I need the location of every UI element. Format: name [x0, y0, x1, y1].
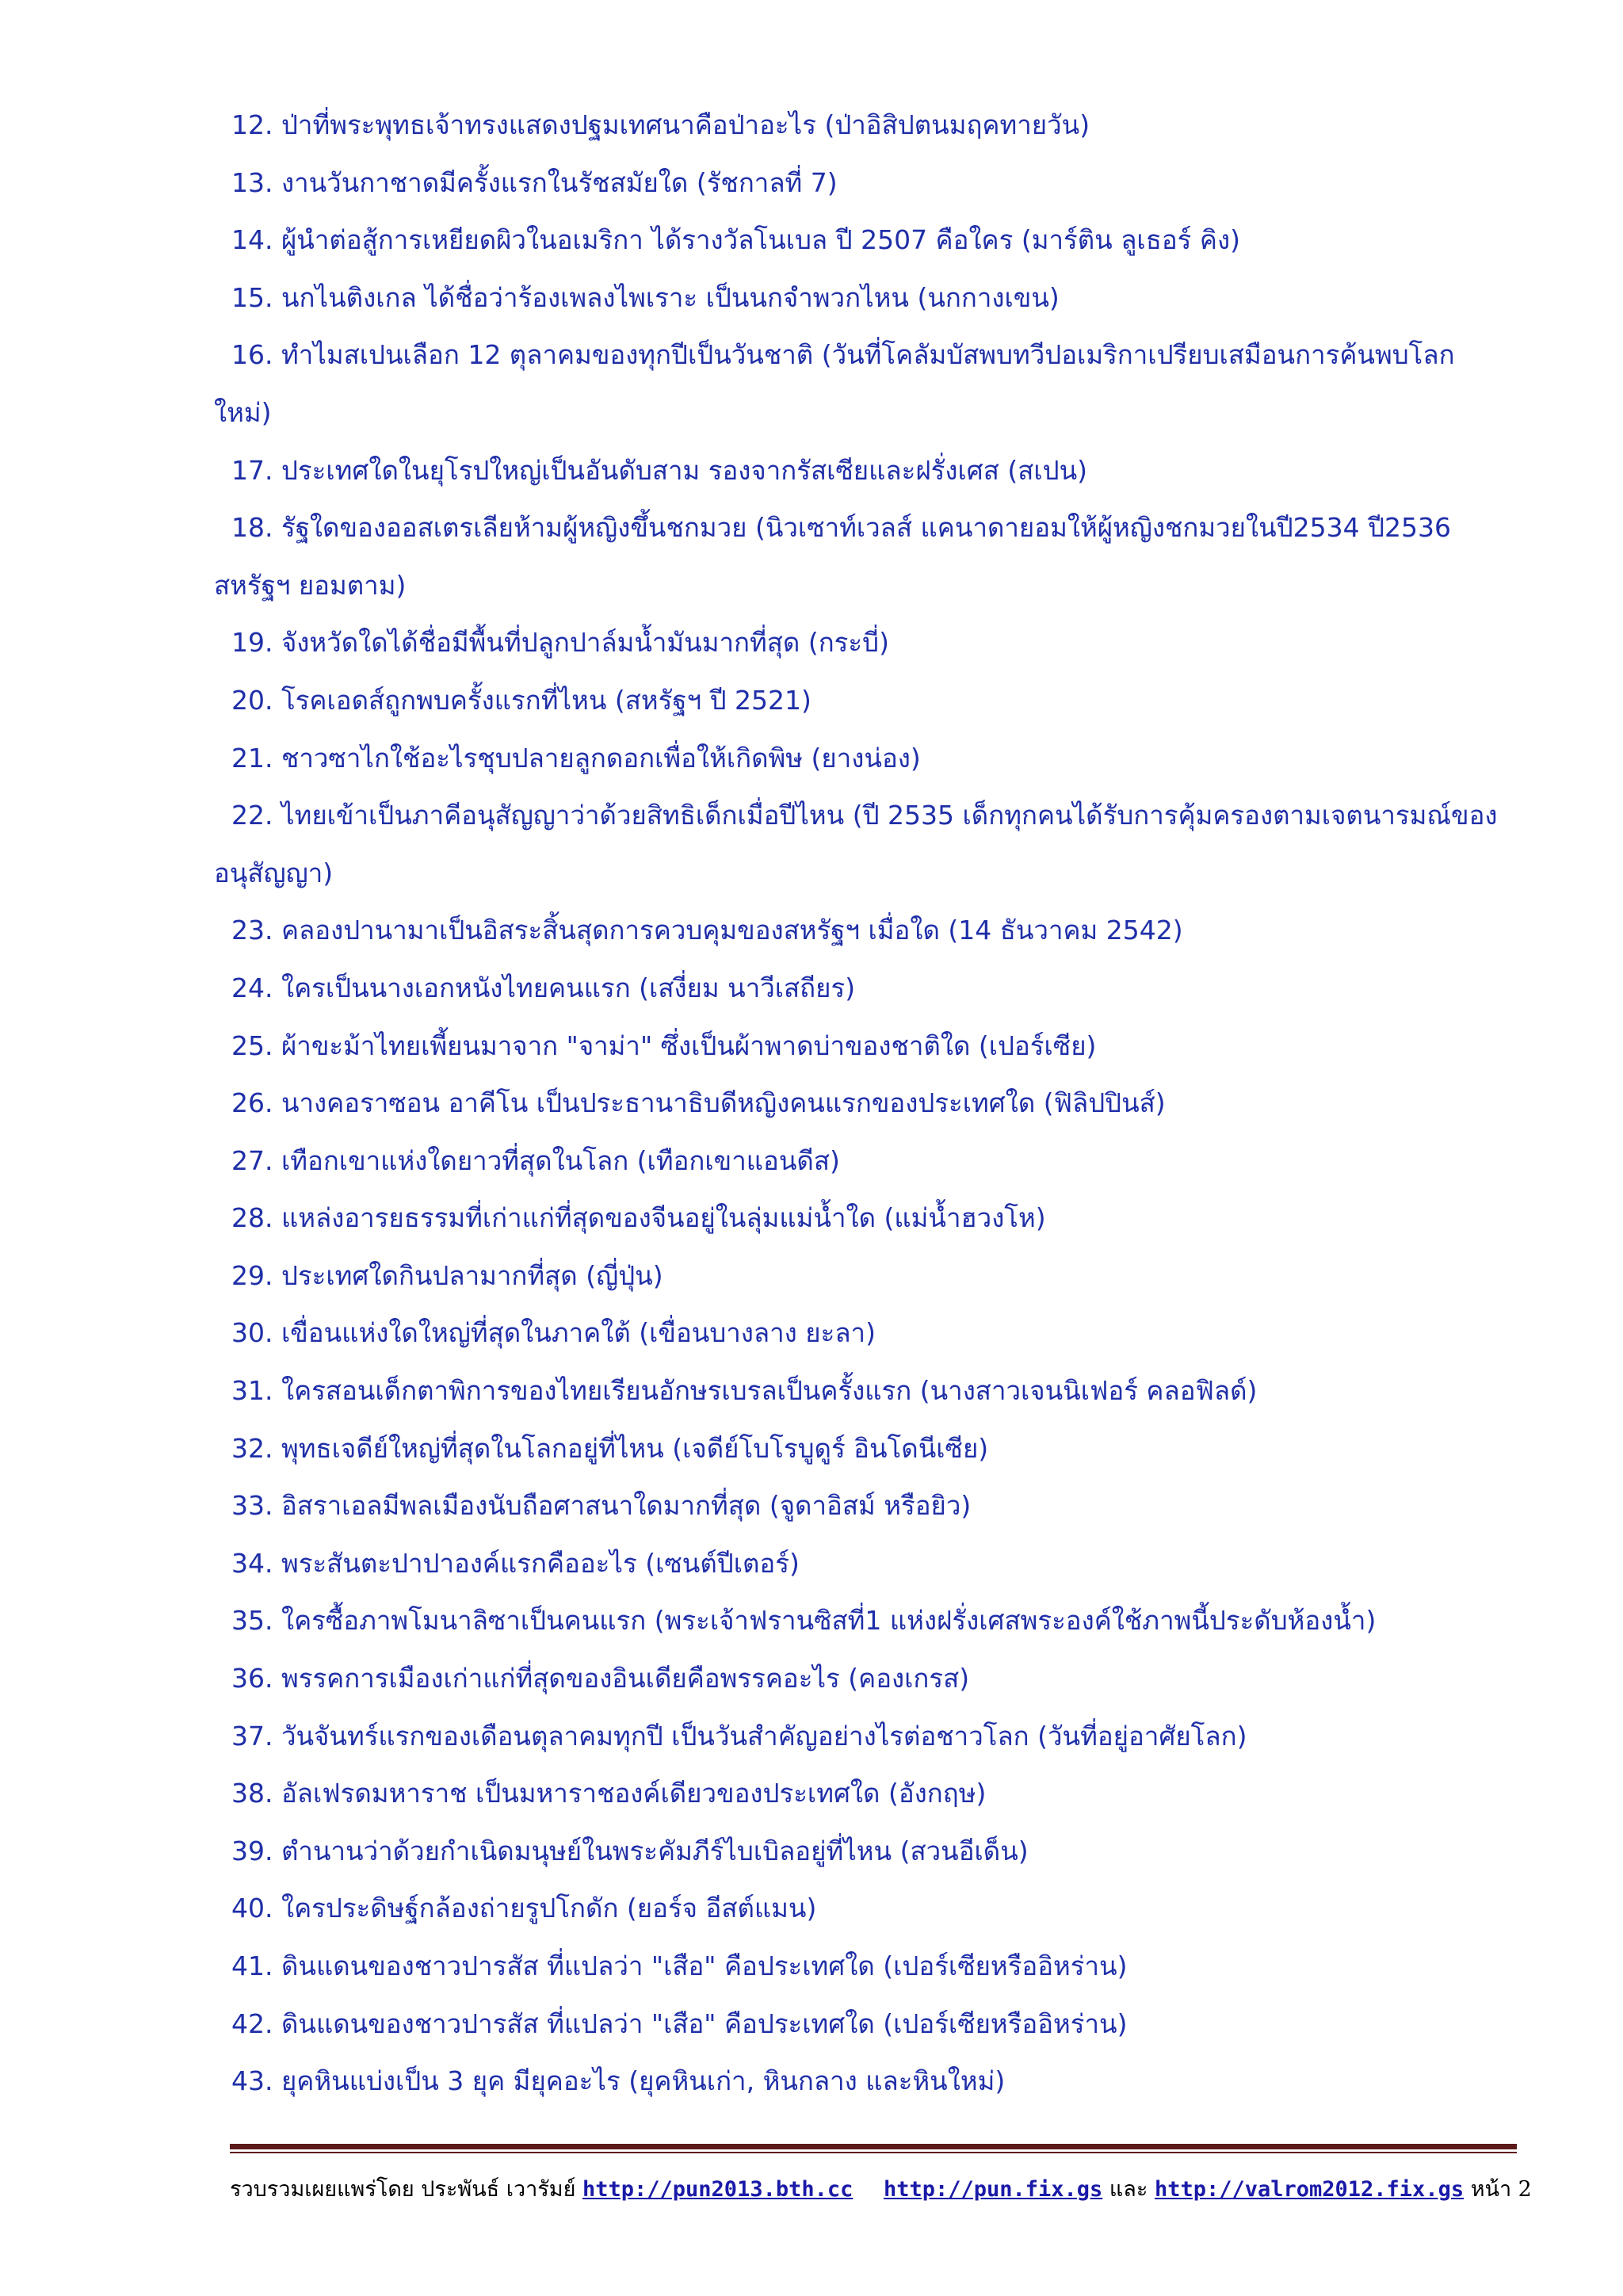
list-item: 41. ดินแดนของชาวปารสัส ที่แปลว่า "เสือ" คือประเทศใด (เปอร์เซียหรืออิหร่าน) [231, 1950, 1128, 1981]
list-item: 37. วันจันทร์แรกของเดือนตุลาคมทุกปี เป็นวันสำคัญอย่างไรต่อชาวโลก (วันที่อยู่อาศัยโลก) [231, 1720, 1247, 1752]
list-item: 27. เทือกเขาแห่งใดยาวที่สุดในโลก (เทือกเขาแอนดีส) [231, 1144, 840, 1176]
question-list [214, 97, 1529, 2111]
list-item: 23. คลองปานามาเป็นอิสระสิ้นสุดการควบคุมของสหรัฐฯ เมื่อใด (14 ธันวาคม 2542) [231, 915, 1183, 946]
list-item: 39. ตำนานว่าด้วยกำเนิดมนุษย์ในพระคัมภีร์ไบเบิลอยู่ที่ไหน (สวนอีเด็น) [231, 1835, 1029, 1866]
footer-link-pun-fix[interactable]: http://pun.fix.gs [883, 2177, 1103, 2202]
list-item-continuation: อนุสัญญา) [214, 857, 334, 888]
list-item: 21. ชาวซาไกใช้อะไรชุบปลายลูกดอกเพื่อให้เกิดพิษ (ยางน่อง) [231, 742, 921, 774]
list-item: 25. ผ้าขะม้าไทยเพี้ยนมาจาก "จาม่า" ซึ่งเป็นผ้าพาดบ่าของชาติใด (เปอร์เซีย) [231, 1030, 1097, 1061]
list-item: 13. งานวันกาชาดมีครั้งแรกในรัชสมัยใด (รัชกาลที่ 7) [231, 166, 838, 198]
list-item: 17. ประเทศใดในยุโรปใหญ่เป็นอันดับสาม รองจากรัสเซียและฝรั่งเศส (สเปน) [231, 454, 1088, 486]
page-footer [230, 2172, 1532, 2206]
list-item-continuation: สหรัฐฯ ยอมตาม) [214, 569, 407, 601]
list-item: 33. อิสราเอลมีพลเมืองนับถือศาสนาใดมากที่สุด (จูดาอิสม์ หรือยิว) [231, 1490, 972, 1522]
list-item-continuation: ใหม่) [214, 396, 272, 428]
list-item: 20. โรคเอดส์ถูกพบครั้งแรกที่ไหน (สหรัฐฯ ปี 2521) [231, 684, 812, 716]
list-item: 19. จังหวัดใดได้ชื่อมีพื้นที่ปลูกปาล์มน้ำมันมากที่สุด (กระบี่) [231, 627, 889, 659]
list-item: 29. ประเทศใดกินปลามากที่สุด (ญี่ปุ่น) [231, 1259, 663, 1291]
list-item: 12. ป่าที่พระพุทธเจ้าทรงแสดงปฐมเทศนาคือป่าอะไร (ป่าอิสิปตนมฤคทายวัน) [231, 109, 1090, 140]
footer-and: และ [1109, 2177, 1148, 2202]
list-item: 42. ดินแดนของชาวปารสัส ที่แปลว่า "เสือ" คือประเทศใด (เปอร์เซียหรืออิหร่าน) [231, 2008, 1128, 2039]
list-item: 36. พรรคการเมืองเก่าแก่ที่สุดของอินเดียคือพรรคอะไร (คองเกรส) [231, 1663, 970, 1694]
list-item: 26. นางคอราซอน อาคีโน เป็นประธานาธิบดีหญิงคนแรกของประเทศใด (ฟิลิปปินส์) [231, 1087, 1166, 1119]
list-item: 28. แหล่งอารยธรรมที่เก่าแก่ที่สุดของจีนอยู่ในลุ่มแม่น้ำใด (แม่น้ำฮวงโห) [231, 1202, 1046, 1234]
page-number: หน้า 2 [1470, 2177, 1532, 2202]
list-item: 43. ยุคหินแบ่งเป็น 3 ยุค มียุคอะไร (ยุคหินเก่า, หินกลาง และหินใหม่) [231, 2065, 1006, 2097]
list-item: 15. นกไนติงเกล ได้ชื่อว่าร้องเพลงไพเราะ เป็นนกจำพวกไหน (นกกางเขน) [231, 281, 1060, 313]
list-item: 14. ผู้นำต่อสู้การเหยียดผิวในอเมริกา ได้รางวัลโนเบล ปี 2507 คือใคร (มาร์ติน ลูเธอร์ คิง) [231, 224, 1240, 256]
list-item: 16. ทำไมสเปนเลือก 12 ตุลาคมของทุกปีเป็นวันชาติ (วันที่โคลัมบัสพบทวีปอเมริกาเปรียบเสมือนการค้นพบโลก [231, 339, 1455, 371]
footer-rule-thin [230, 2152, 1517, 2153]
list-item: 31. ใครสอนเด็กตาพิการของไทยเรียนอักษรเบรลเป็นครั้งแรก (นางสาวเจนนิเฟอร์ คลอฟิลด์) [231, 1375, 1258, 1407]
list-item: 34. พระสันตะปาปาองค์แรกคืออะไร (เซนต์ปีเตอร์) [231, 1547, 800, 1579]
list-item: 32. พุทธเจดีย์ใหญ่ที่สุดในโลกอยู่ที่ไหน (เจดีย์โบโรบูดูร์ อินโดนีเซีย) [231, 1432, 989, 1464]
list-item: 30. เขื่อนแห่งใดใหญ่ที่สุดในภาคใต้ (เขื่อนบางลาง ยะลา) [231, 1317, 876, 1349]
footer-credit: รวบรวมเผยแพร่โดย ประพันธ์ เวารัมย์ [230, 2177, 576, 2202]
list-item: 35. ใครซื้อภาพโมนาลิซาเป็นคนแรก (พระเจ้าฟรานซิสที่1 แห่งฝรั่งเศสพระองค์ใช้ภาพนี้ประดับห้องน้ำ) [231, 1605, 1377, 1637]
list-item: 24. ใครเป็นนางเอกหนังไทยคนแรก (เสงี่ยม นาวีเสถียร) [231, 972, 856, 1003]
list-item: 38. อัลเฟรดมหาราช เป็นมหาราชองค์เดียวของประเทศใด (อังกฤษ) [231, 1778, 987, 1809]
footer-link-valrom[interactable]: http://valrom2012.fix.gs [1154, 2177, 1465, 2202]
list-item: 18. รัฐใดของออสเตรเลียห้ามผู้หญิงขึ้นชกมวย (นิวเซาท์เวลส์ แคนาดายอมให้ผู้หญิงชกมวยในปี2534 ปี2536 [231, 512, 1452, 544]
footer-rule-thick [230, 2144, 1517, 2149]
list-item: 40. ใครประดิษฐ์กล้องถ่ายรูปโกดัก (ยอร์จ อีสต์แมน) [231, 1893, 817, 1924]
list-item: 22. ไทยเข้าเป็นภาคีอนุสัญญาว่าด้วยสิทธิเด็กเมื่อปีไหน (ปี 2535 เด็กทุกคนได้รับการคุ้มครองตามเจตนารมณ์ของ [231, 800, 1498, 831]
footer-link-pun2013[interactable]: http://pun2013.bth.cc [582, 2177, 854, 2202]
